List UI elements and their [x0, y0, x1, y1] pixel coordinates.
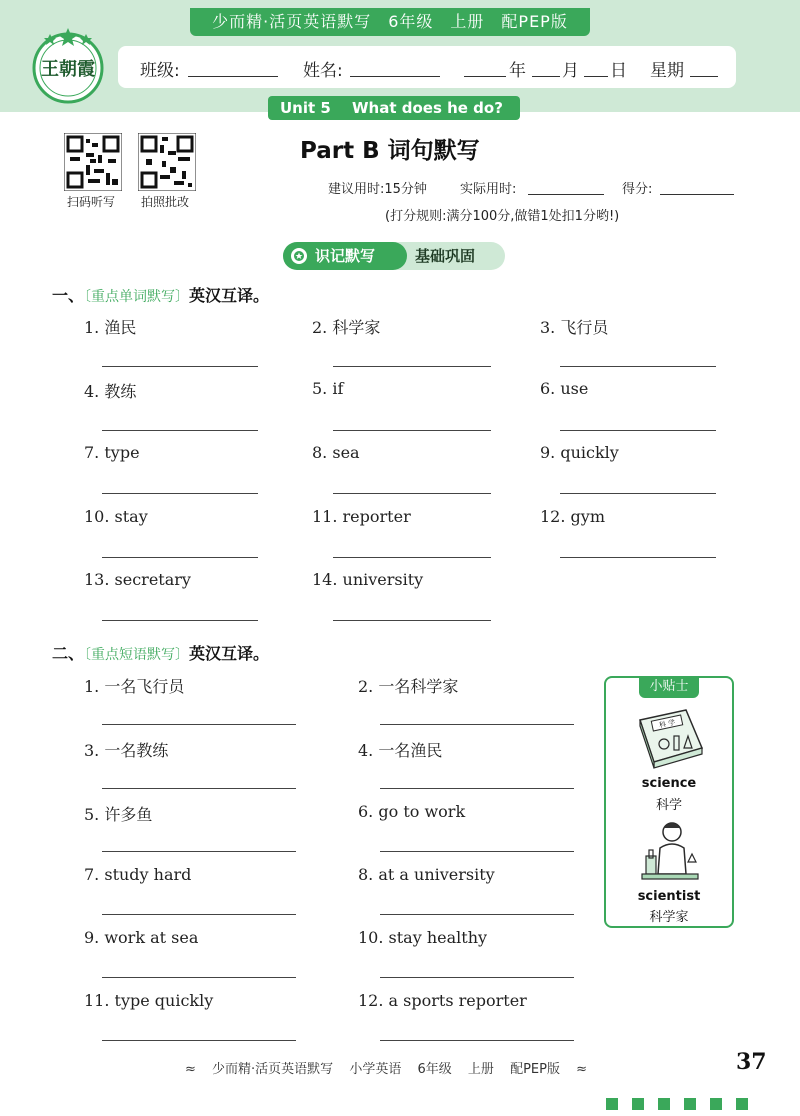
section2-heading [52, 641, 269, 664]
class-field[interactable] [188, 76, 278, 77]
science-book-icon [634, 706, 706, 772]
section2-prefix: 二、 [52, 644, 85, 663]
name-label: 姓名: [303, 61, 343, 81]
day-label: 日 [610, 61, 627, 81]
class-label: 班级: [140, 61, 180, 81]
answer-line-w1[interactable] [102, 366, 258, 367]
phrase-item-11: 11. type quickly [84, 991, 214, 1010]
phrase-item-10: 10. stay healthy [358, 928, 488, 947]
word-item-8: 8. sea [312, 443, 360, 462]
answer-line-p6[interactable] [380, 851, 574, 852]
unit-title: What does he do? [352, 99, 503, 117]
footer-grade: 6年级 [417, 1062, 452, 1077]
footer-wave-icon-2: ≈ [576, 1062, 588, 1077]
student-info-bar [118, 46, 736, 88]
unit-number: Unit 5 [280, 99, 331, 117]
footer-edition: 配PEP版 [510, 1062, 560, 1077]
phrase-item-3: 3. 一名教练 [84, 741, 169, 760]
logo-text: 王朝霞 [41, 59, 95, 80]
answer-line-w12[interactable] [560, 557, 716, 558]
weekday-field[interactable] [690, 76, 718, 77]
footer-volume: 上册 [467, 1062, 494, 1077]
word-item-14: 14. university [312, 570, 424, 589]
day-field[interactable] [584, 76, 608, 77]
word-item-2: 2. 科学家 [312, 318, 381, 337]
year-label: 年 [509, 61, 526, 81]
answer-line-p1[interactable] [102, 724, 296, 725]
word-item-11: 11. reporter [312, 507, 411, 526]
scoring-rule: (打分规则:满分100分,做错1处扣1分哟!) [385, 209, 620, 224]
medal-icon [290, 247, 308, 265]
section2-instruction: 英汉互译。 [189, 644, 270, 663]
section1-instruction: 英汉互译。 [189, 286, 270, 305]
footer-square [658, 1098, 670, 1110]
page-title: Part B 词句默写 [300, 138, 480, 164]
footer-square [736, 1098, 748, 1110]
section2-tag: 〔重点短语默写〕 [84, 647, 190, 663]
phrase-item-2: 2. 一名科学家 [358, 677, 459, 696]
weekday-label: 星期 [650, 61, 684, 81]
banner-dark [283, 242, 407, 270]
qr-grade-label: 拍照批改 [141, 195, 190, 209]
answer-line-p5[interactable] [102, 851, 296, 852]
answer-line-p4[interactable] [380, 788, 574, 789]
answer-line-w7[interactable] [102, 493, 258, 494]
answer-line-p11[interactable] [102, 1040, 296, 1041]
footer-square [684, 1098, 696, 1110]
word-item-13: 13. secretary [84, 570, 191, 589]
section1-prefix: 一、 [52, 286, 85, 305]
tip-word-science-cn: 科学 [655, 798, 682, 813]
brand-logo [28, 26, 108, 106]
banner-light-text: 基础巩固 [415, 247, 476, 265]
footer [185, 1058, 599, 1077]
phrase-item-4: 4. 一名渔民 [358, 741, 443, 760]
word-item-7: 7. type [84, 443, 140, 462]
month-label: 月 [562, 61, 579, 81]
word-item-5: 5. if [312, 379, 344, 398]
section1-heading [52, 283, 269, 306]
footer-square [632, 1098, 644, 1110]
answer-line-w2[interactable] [333, 366, 491, 367]
unit-bar [268, 96, 520, 120]
phrase-item-9: 9. work at sea [84, 928, 199, 947]
answer-line-w5[interactable] [333, 430, 491, 431]
answer-line-p3[interactable] [102, 788, 296, 789]
tip-word-scientist-cn: 科学家 [649, 910, 689, 925]
tip-word-scientist: scientist [637, 889, 701, 904]
answer-line-w11[interactable] [333, 557, 491, 558]
footer-square [606, 1098, 618, 1110]
phrase-item-6: 6. go to work [358, 802, 466, 821]
footer-wave-icon: ≈ [185, 1062, 196, 1077]
score-label: 得分: [622, 182, 653, 197]
word-item-4: 4. 教练 [84, 382, 137, 401]
section1-tag: 〔重点单词默写〕 [84, 289, 190, 305]
series-title: 少而精·活页英语默写 6年级 上册 配PEP版 [190, 8, 590, 36]
answer-line-p9[interactable] [102, 977, 296, 978]
actual-time-field[interactable] [528, 194, 604, 195]
answer-line-w4[interactable] [102, 430, 258, 431]
answer-line-w6[interactable] [560, 430, 716, 431]
word-item-3: 3. 飞行员 [540, 318, 609, 337]
phrase-item-8: 8. at a university [358, 865, 495, 884]
word-item-9: 9. quickly [540, 443, 619, 462]
answer-line-w9[interactable] [560, 493, 716, 494]
phrase-item-1: 1. 一名飞行员 [84, 677, 185, 696]
year-field[interactable] [464, 76, 506, 77]
footer-subject: 小学英语 [349, 1062, 402, 1077]
answer-line-w8[interactable] [333, 493, 491, 494]
banner-dark-text: 识记默写 [315, 247, 376, 265]
footer-book: 少而精·活页英语默写 [212, 1062, 334, 1077]
word-item-6: 6. use [540, 379, 589, 398]
answer-line-p2[interactable] [380, 724, 574, 725]
scientist-icon [640, 818, 700, 886]
tip-title: 小贴士 [639, 676, 699, 698]
phrase-item-7: 7. study hard [84, 865, 192, 884]
answer-line-w14[interactable] [333, 620, 491, 621]
answer-line-w10[interactable] [102, 557, 258, 558]
page-number: 37 [736, 1049, 767, 1075]
section-banner [283, 242, 505, 270]
answer-line-w13[interactable] [102, 620, 258, 621]
footer-square [710, 1098, 722, 1110]
tip-word-science: science [641, 776, 697, 791]
actual-time-label: 实际用时: [460, 182, 517, 197]
suggested-time: 建议用时:15分钟 [328, 182, 427, 197]
answer-line-p7[interactable] [102, 914, 296, 915]
word-item-10: 10. stay [84, 507, 148, 526]
book-label: 科 学 [658, 718, 676, 730]
tip-box [604, 676, 734, 928]
answer-line-p10[interactable] [380, 977, 574, 978]
word-item-1: 1. 渔民 [84, 318, 137, 337]
score-field[interactable] [660, 194, 734, 195]
answer-line-p12[interactable] [380, 1040, 574, 1041]
phrase-item-12: 12. a sports reporter [358, 991, 527, 1010]
qr-grade-icon[interactable] [138, 133, 196, 191]
phrase-item-5: 5. 许多鱼 [84, 805, 153, 824]
month-field[interactable] [532, 76, 560, 77]
answer-line-p8[interactable] [380, 914, 574, 915]
answer-line-w3[interactable] [560, 366, 716, 367]
word-item-12: 12. gym [540, 507, 605, 526]
name-field[interactable] [350, 76, 440, 77]
qr-listen-label: 扫码听写 [67, 195, 116, 209]
qr-listen-icon[interactable] [64, 133, 122, 191]
